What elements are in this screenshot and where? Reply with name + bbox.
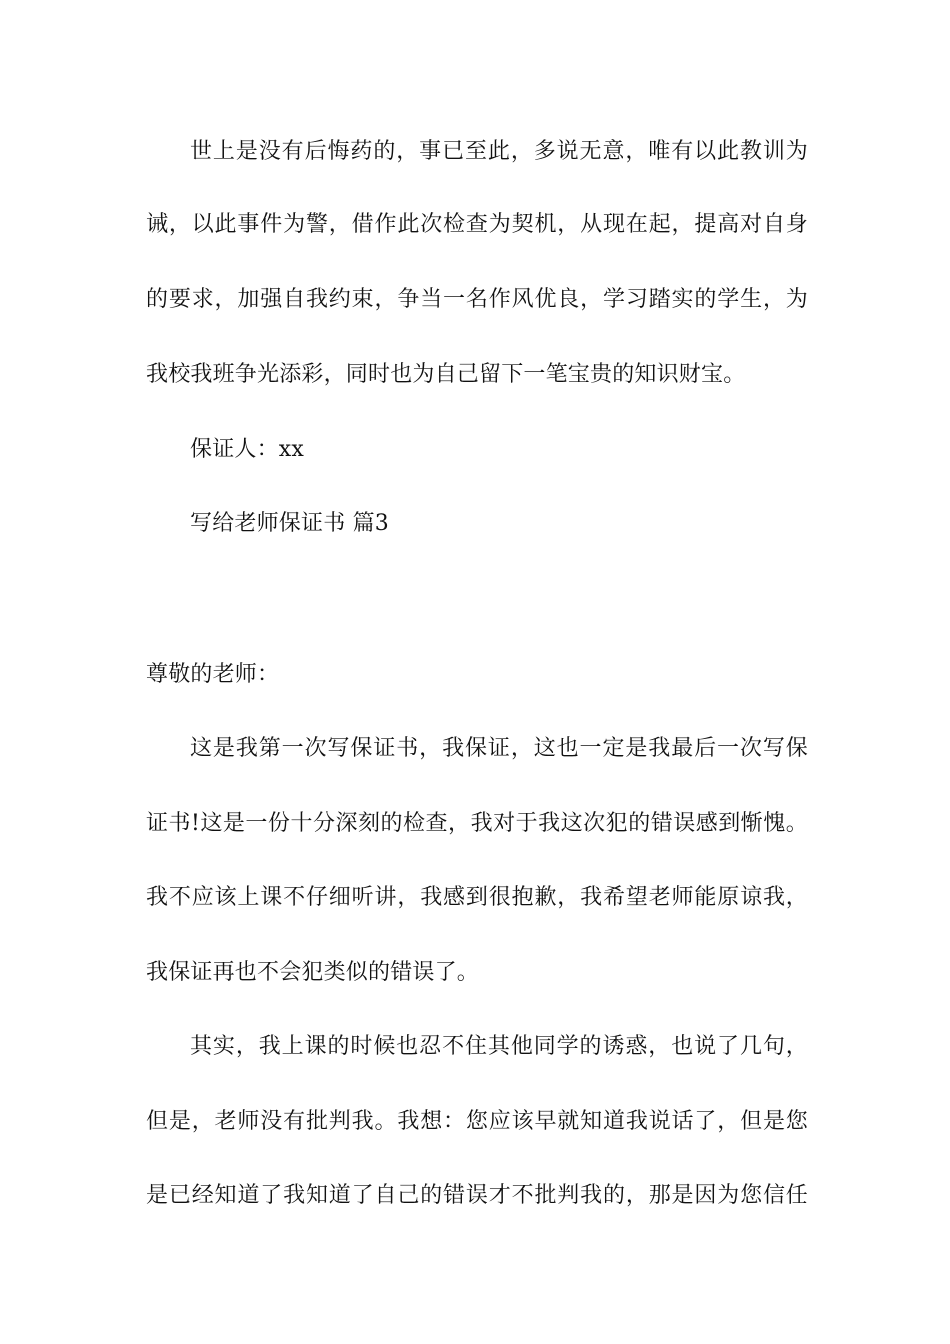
- paragraph-line: 是已经知道了我知道了自己的错误才不批判我的，那是因为您信任: [146, 1183, 808, 1208]
- paragraph-line: 但是，老师没有批判我。我想：您应该早就知道我说话了，但是您: [146, 1109, 808, 1134]
- paragraph-line: 的要求，加强自我约束，争当一名作风优良，学习踏实的学生，为: [146, 287, 808, 312]
- salutation: 尊敬的老师：: [146, 662, 280, 687]
- paragraph-line: 其实，我上课的时候也忍不住其他同学的诱惑，也说了几句，: [190, 1034, 808, 1059]
- signature-line: 保证人：xx: [190, 437, 305, 462]
- paragraph-line: 我不应该上课不仔细听讲，我感到很抱歉，我希望老师能原谅我，: [146, 885, 808, 910]
- paragraph-line: 证书!这是一份十分深刻的检查，我对于我这次犯的错误感到惭愧。: [146, 811, 808, 836]
- paragraph-line: 世上是没有后悔药的，事已至此，多说无意，唯有以此教训为: [190, 139, 808, 164]
- paragraph-line: 我校我班争光添彩，同时也为自己留下一笔宝贵的知识财宝。: [146, 362, 746, 387]
- paragraph-line: 我保证再也不会犯类似的错误了。: [146, 960, 480, 985]
- paragraph-line: 诫，以此事件为警，借作此次检查为契机，从现在起，提高对自身: [146, 212, 808, 237]
- paragraph-line: 这是我第一次写保证书，我保证，这也一定是我最后一次写保: [190, 736, 808, 761]
- section-heading: 写给老师保证书 篇3: [190, 511, 389, 536]
